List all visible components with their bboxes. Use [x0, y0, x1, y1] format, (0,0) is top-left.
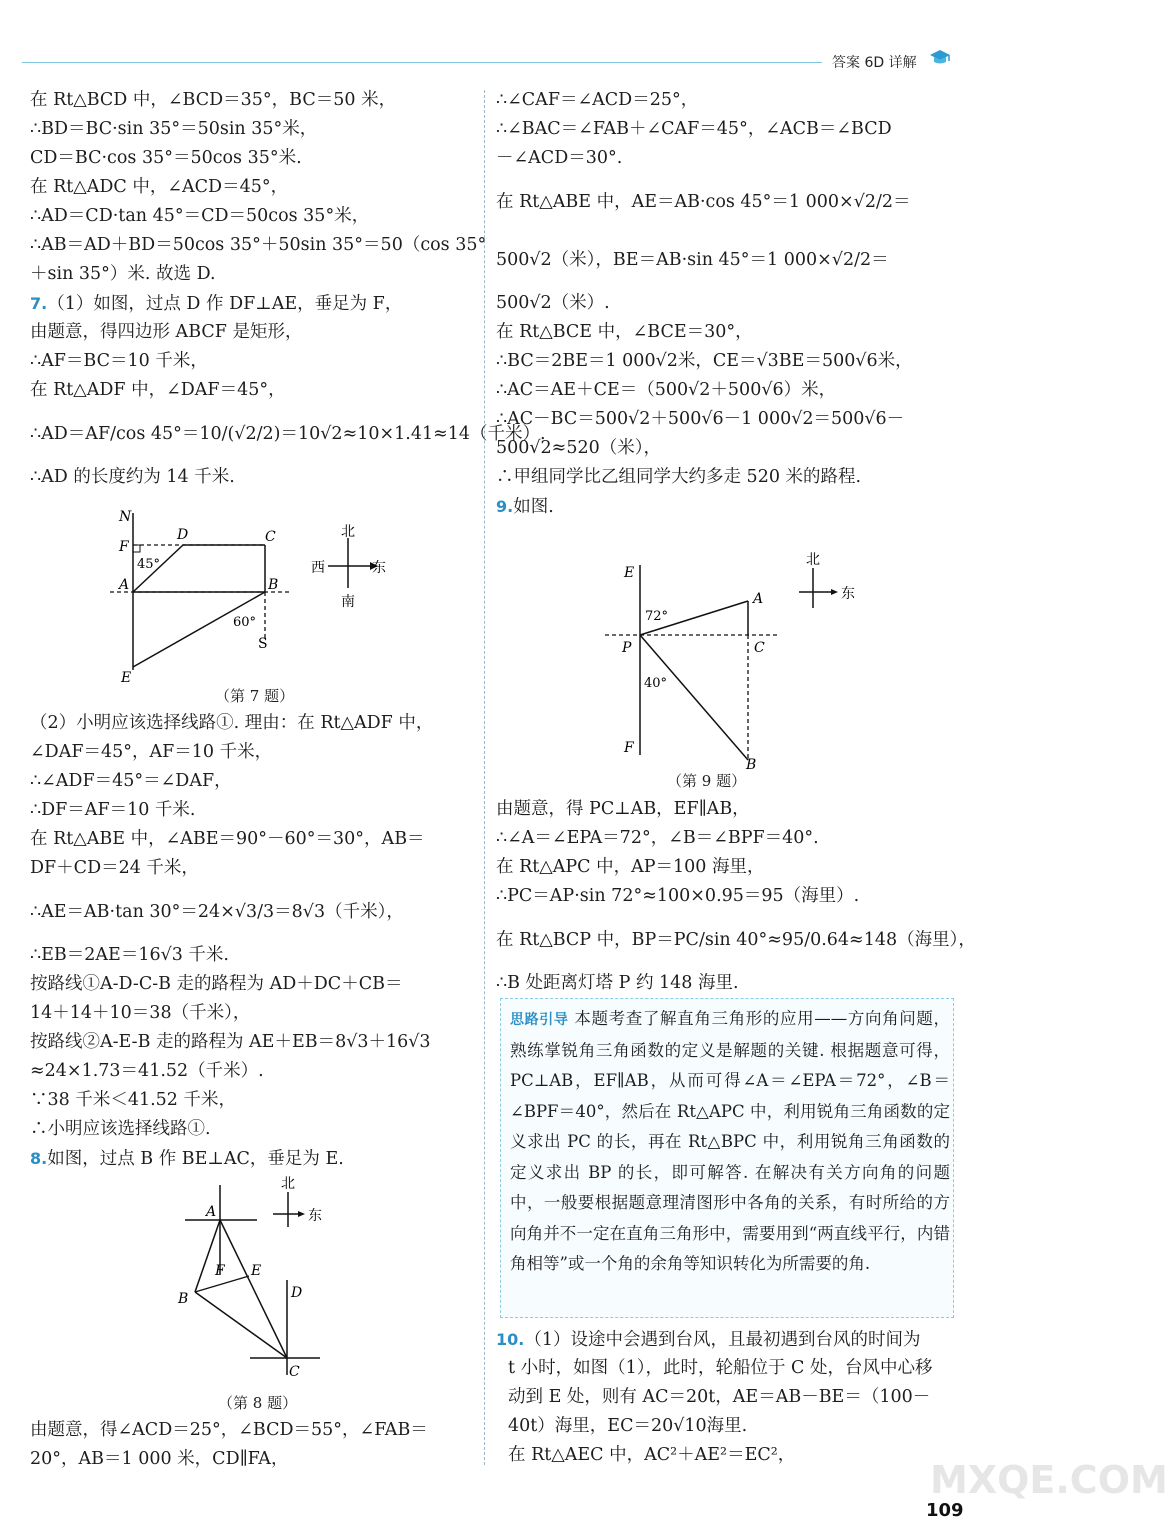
fig8-label: E — [251, 1263, 262, 1279]
line-text: 如图. — [513, 497, 554, 517]
text-line — [30, 970, 475, 999]
line-text: 20°，AB＝1 000 米，CD∥FA， — [30, 1449, 289, 1469]
left-column-solutions-2 — [30, 709, 475, 1173]
fig9-label: A — [753, 591, 764, 607]
watermark: MXQE.COM — [930, 1458, 1168, 1502]
fig7-label: N — [119, 509, 132, 525]
compass-west: 西 — [311, 560, 325, 576]
header-title: 答案 6D 详解 — [832, 55, 917, 71]
fig7-label: S — [258, 636, 268, 652]
line-text: 在 Rt△ABE 中，AE＝AB·cos 45°＝1 000×√2/2＝ — [496, 192, 911, 212]
fig7-angle: 60° — [233, 615, 257, 630]
fig7-label: D — [177, 527, 189, 543]
text-line — [496, 1354, 1001, 1383]
line-text: （2）小明应该选择线路①. 理由：在 Rt△ADF 中， — [30, 713, 434, 733]
fig8-compass — [268, 1172, 338, 1232]
left-column-solutions — [30, 86, 546, 492]
text-line — [496, 289, 1001, 318]
line-text: ∴∠CAF＝∠ACD＝25°， — [496, 90, 699, 110]
compass-north: 北 — [806, 552, 820, 568]
text-line — [30, 1115, 475, 1144]
line-text: ≈24×1.73＝41.52（千米）. — [30, 1061, 264, 1081]
line-text: ∴EB＝2AE＝16√3 千米. — [30, 945, 229, 965]
text-line — [496, 492, 1001, 521]
text-line — [30, 1057, 475, 1086]
text-line — [30, 405, 546, 463]
line-text: －∠ACD＝30°. — [496, 148, 623, 168]
line-text: ∴AD＝AF/cos 45°＝10/(√2/2)＝10√2≈10×1.41≈14（千米）. — [30, 424, 546, 444]
line-text: 由题意，得四边形 ABCF 是矩形， — [30, 322, 303, 342]
line-text: 500√2（米），BE＝AB·sin 45°＝1 000×√2/2＝ — [496, 250, 889, 270]
text-line — [496, 144, 1001, 173]
line-text: 在 Rt△AEC 中，AC²＋AE²＝EC²， — [508, 1445, 796, 1465]
question-number: 9. — [496, 497, 514, 516]
line-text: ∴AB＝AD＋BD＝50cos 35°＋50sin 35°＝50（cos 35° — [30, 235, 487, 255]
hint-tag: 思路引导 — [510, 1012, 569, 1028]
text-line — [30, 854, 475, 883]
fig9-label: C — [754, 640, 765, 656]
fig9-label: F — [624, 740, 634, 756]
text-line — [30, 86, 475, 115]
text-line — [30, 883, 475, 941]
text-line — [30, 202, 475, 231]
fig9-caption: （第 9 题） — [667, 772, 747, 790]
right-column-solutions-3 — [496, 1325, 1001, 1470]
fig8-label: A — [206, 1204, 217, 1220]
text-line — [30, 173, 475, 202]
text-line — [496, 86, 1001, 115]
line-text: CD＝BC·cos 35°＝50cos 35°米. — [30, 148, 302, 168]
line-text: ∴小明应该选择线路①. — [30, 1119, 211, 1139]
line-text: DF＋CD＝24 千米， — [30, 858, 199, 878]
text-line — [30, 463, 475, 492]
text-line — [496, 824, 1001, 853]
page-number: 109 — [926, 1500, 964, 1521]
compass-east: 东 — [372, 560, 386, 576]
line-text: 动到 E 处，则有 AC＝20t，AE＝AB－BE＝（100－ — [508, 1387, 931, 1407]
fig9-label: E — [624, 565, 635, 581]
text-line — [496, 911, 1001, 969]
text-line — [496, 969, 1001, 998]
text-line — [496, 1325, 1001, 1354]
line-text: 在 Rt△APC 中，AP＝100 海里， — [496, 857, 765, 877]
text-line — [30, 1445, 475, 1474]
line-text: 按路线②A-E-B 走的路程为 AE＋EB＝8√3＋16√3 — [30, 1032, 431, 1052]
line-text: 在 Rt△BCE 中，∠BCE＝30°， — [496, 322, 753, 342]
text-line — [496, 795, 1001, 824]
text-line — [496, 1383, 1001, 1412]
text-line — [496, 231, 1001, 289]
line-text: 40t）海里，EC＝20√10海里. — [508, 1416, 748, 1436]
line-text: ∴B 处距离灯塔 P 约 148 海里. — [496, 973, 739, 993]
line-text: ∴∠A＝∠EPA＝72°，∠B＝∠BPF＝40°. — [496, 828, 819, 848]
text-line — [30, 289, 475, 318]
line-text: （1）如图，过点 D 作 DF⊥AE，垂足为 F， — [47, 294, 403, 314]
question-number: 7. — [30, 294, 48, 313]
line-text: ∴AF＝BC＝10 千米， — [30, 351, 208, 371]
question-number: 10. — [496, 1330, 525, 1349]
text-line — [30, 767, 475, 796]
line-text: t 小时，如图（1），此时，轮船位于 C 处，台风中心移 — [508, 1358, 933, 1378]
text-line — [30, 796, 475, 825]
text-line — [496, 376, 1001, 405]
line-text: ∴∠BAC＝∠FAB＋∠CAF＝45°，∠ACB＝∠BCD — [496, 119, 892, 139]
fig7-label: B — [268, 577, 279, 593]
right-column-solutions-2 — [496, 795, 1001, 998]
text-line — [30, 318, 475, 347]
fig9-angle: 72° — [645, 609, 669, 624]
fig9-label: B — [746, 757, 757, 773]
text-line — [496, 173, 1001, 231]
column-divider — [484, 90, 485, 1465]
fig9-angle: 40° — [644, 676, 668, 691]
text-line — [496, 405, 1001, 434]
fig8-caption: （第 8 题） — [218, 1394, 298, 1412]
fig7-label: F — [119, 539, 129, 555]
text-line — [496, 1441, 1001, 1470]
text-line — [30, 1144, 475, 1173]
line-text: 500√2（米）. — [496, 293, 610, 313]
line-text: 在 Rt△ADF 中，∠DAF＝45°， — [30, 380, 286, 400]
text-line — [30, 1086, 475, 1115]
line-text: 在 Rt△ABE 中，∠ABE＝90°－60°＝30°，AB＝ — [30, 829, 425, 849]
hint-body: 本题考查了解直角三角形的应用——方向角问题，熟练掌锐角三角函数的定义是解题的关键. 根据题意可得，PC⊥AB，EF∥AB，从而可得∠A＝∠EPA＝72°，∠B＝∠BPF＝40°，然后在 Rt△APC 中，利用锐角三角函数的定义求出 PC 的长，再在 Rt△BPC 中，利用锐角三角函数的定义求出 BP 的长，即可解答. 在解决有关方向角的问题中，一般要根据题意理清图形中各角的关系，有时所给的方向角并不一定在直角三角形中，需要用到“两直线平行，内错角相等”或一个角的余角等知识转化为所需要的角. — [510, 1009, 951, 1273]
fig9-compass — [795, 548, 865, 613]
line-text: ∴DF＝AF＝10 千米. — [30, 800, 196, 820]
right-column-solutions — [496, 86, 1001, 521]
line-text: ∴BD＝BC·sin 35°＝50sin 35°米， — [30, 119, 318, 139]
line-text: （1）设途中会遇到台风，且最初遇到台风的时间为 — [524, 1330, 921, 1350]
compass-north: 北 — [281, 1176, 295, 1192]
figure-9-diagram — [600, 555, 790, 775]
fig7-label: C — [265, 529, 276, 545]
line-text: ∴∠ADF＝45°＝∠DAF， — [30, 771, 232, 791]
text-line — [496, 115, 1001, 144]
compass-south: 南 — [341, 594, 355, 610]
fig9-label: P — [622, 640, 632, 656]
question-number: 8. — [30, 1149, 48, 1168]
compass-east: 东 — [308, 1208, 322, 1224]
text-line — [30, 376, 475, 405]
line-text: ＋sin 35°）米. 故选 D. — [30, 264, 216, 284]
graduation-cap-icon — [928, 46, 952, 70]
line-text: 由题意，得∠ACD＝25°，∠BCD＝55°，∠FAB＝ — [30, 1420, 428, 1440]
text-line — [496, 853, 1001, 882]
line-text: ∴PC＝AP·sin 72°≈100×0.95＝95（海里）. — [496, 886, 860, 906]
line-text: 在 Rt△BCD 中，∠BCD＝35°，BC＝50 米， — [30, 90, 397, 110]
line-text: ∴AC－BC＝500√2＋500√6－1 000√2＝500√6－ — [496, 409, 905, 429]
text-line — [30, 941, 475, 970]
fig7-compass — [310, 520, 390, 610]
header-rule — [22, 62, 822, 63]
line-text: 由题意，得 PC⊥AB，EF∥AB， — [496, 799, 750, 819]
fig7-label: A — [119, 577, 130, 593]
text-line — [496, 1412, 1001, 1441]
text-line — [30, 1028, 475, 1057]
text-line — [30, 144, 475, 173]
text-line — [496, 434, 1001, 463]
text-line — [496, 318, 1001, 347]
text-line — [30, 115, 475, 144]
line-text: 14＋14＋10＝38（千米）， — [30, 1003, 251, 1023]
text-line — [30, 738, 475, 767]
fig7-angle: 45° — [137, 557, 161, 572]
text-line — [30, 999, 475, 1028]
line-text: 在 Rt△ADC 中，∠ACD＝45°， — [30, 177, 289, 197]
hint-text — [510, 1004, 950, 1280]
line-text: ∴BC＝2BE＝1 000√2米，CE＝√3BE＝500√6米， — [496, 351, 913, 371]
line-text: 在 Rt△BCP 中，BP＝PC/sin 40°≈95/0.64≈148（海里）， — [496, 930, 976, 950]
figure-7-diagram — [105, 505, 295, 685]
fig7-caption: （第 7 题） — [215, 687, 295, 705]
text-line — [30, 231, 487, 260]
fig8-label: C — [289, 1364, 300, 1380]
line-text: ∠DAF＝45°，AF＝10 千米， — [30, 742, 273, 762]
compass-east: 东 — [841, 586, 855, 602]
fig8-label: D — [291, 1285, 303, 1301]
text-line — [30, 260, 475, 289]
left-column-solutions-3 — [30, 1416, 475, 1474]
line-text: 如图，过点 B 作 BE⊥AC，垂足为 E. — [47, 1149, 344, 1169]
text-line — [496, 463, 1001, 492]
text-line — [496, 347, 1001, 376]
line-text: ∴AD＝CD·tan 45°＝CD＝50cos 35°米， — [30, 206, 370, 226]
line-text: ∴AC＝AE＋CE＝（500√2＋500√6）米， — [496, 380, 837, 400]
text-line — [496, 882, 1001, 911]
line-text: ∴甲组同学比乙组同学大约多走 520 米的路程. — [496, 467, 862, 487]
line-text: ∴AD 的长度约为 14 千米. — [30, 467, 235, 487]
fig8-label: B — [178, 1291, 189, 1307]
text-line — [30, 1416, 475, 1445]
line-text: ∵38 千米＜41.52 千米， — [30, 1090, 236, 1110]
text-line — [30, 347, 475, 376]
line-text: 500√2≈520（米）， — [496, 438, 662, 458]
fig7-label: E — [121, 670, 132, 686]
text-line — [30, 709, 475, 738]
text-line — [30, 825, 475, 854]
line-text: 按路线①A-D-C-B 走的路程为 AD＋DC＋CB＝ — [30, 974, 403, 994]
line-text: ∴AE＝AB·tan 30°＝24×√3/3＝8√3（千米）， — [30, 902, 404, 922]
fig8-label: F — [215, 1263, 225, 1279]
compass-north: 北 — [341, 524, 355, 540]
